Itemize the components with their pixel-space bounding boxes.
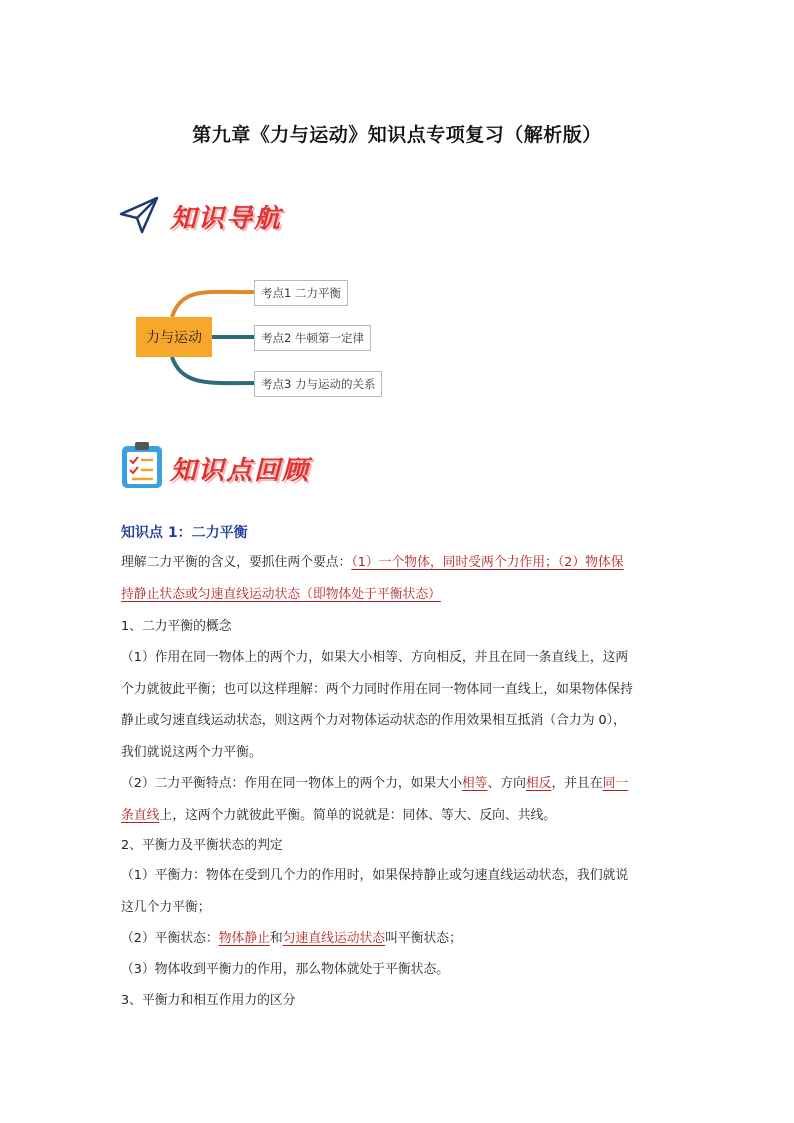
text-run: 上，这两个力就彼此平衡。简单的说就是：同体、等大、反向、共线。	[159, 807, 557, 823]
text-line	[121, 579, 681, 611]
subsection-heading: 1、二力平衡的概念	[121, 619, 232, 634]
section-heading-text: 知识点回顾	[170, 456, 311, 486]
text-run: 和	[269, 931, 283, 946]
text-run: 叫平衡状态；	[385, 931, 462, 946]
text-run: （2）平衡状态：	[121, 931, 219, 946]
balance-result-paragraph: （3）物体收到平衡力的作用，那么物体就处于平衡状态。	[121, 962, 450, 977]
text-line	[121, 800, 681, 832]
mind-map-node-1: 考点1 二力平衡	[254, 280, 348, 306]
text-line: 静止或匀速直线运动状态，则这两个力对物体运动状态的作用效果相互抵消（合力为 0），	[121, 713, 626, 728]
highlight-text: （1）一个物体，同时受两个力作用；（2）物体保	[351, 555, 624, 570]
highlight-text: 物体静止	[218, 931, 270, 946]
highlight-text: 匀速直线运动状态	[282, 931, 386, 946]
paper-plane-icon	[118, 194, 160, 240]
text-line	[121, 547, 681, 579]
text-line	[121, 923, 681, 955]
intro-paragraph	[121, 547, 681, 610]
mind-map-node-2: 考点2 牛顿第一定律	[254, 325, 371, 351]
mind-map-node-3: 考点3 力与运动的关系	[254, 371, 382, 397]
highlight-text: 相等	[461, 776, 488, 791]
text-line: 个力就彼此平衡；也可以这样理解：两个力同时作用在同一物体同一直线上，如果物体保持	[121, 681, 633, 697]
subsection-heading: 2、平衡力及平衡状态的判定	[121, 838, 283, 853]
text-run: （2）二力平衡特点：作用在同一物体上的两个力，如果大小	[121, 776, 462, 791]
section-heading-text: 知识导航	[170, 204, 283, 234]
intro-lead: 理解二力平衡的含义，要抓住两个要点：	[121, 555, 352, 570]
highlight-text: 相反	[525, 776, 552, 791]
balance-force-paragraph	[121, 860, 681, 923]
section-heading-review	[118, 440, 338, 496]
concept-paragraph	[121, 642, 681, 768]
balance-state-paragraph	[121, 923, 681, 955]
text-line: 这几个力平衡；	[121, 899, 211, 915]
subsection-heading: 3、平衡力和相互作用力的区分	[121, 993, 296, 1008]
highlight-text: 条直线	[121, 807, 160, 823]
section-heading-navigation	[118, 190, 318, 246]
highlight-text: 同一	[602, 776, 629, 791]
mind-map-center-node: 力与运动	[136, 317, 212, 357]
clipboard-checklist-icon	[120, 440, 164, 494]
text-line: （1）作用在同一物体上的两个力，如果大小相等、方向相反，并且在同一条直线上，这两	[121, 650, 629, 665]
mind-map	[132, 275, 402, 405]
text-line: （1）平衡力：物体在受到几个力的作用时，如果保持静止或匀速直线运动状态，我们就说	[121, 868, 629, 883]
text-run: 、方向	[487, 776, 526, 791]
highlight-text: 持静止状态或匀速直线运动状态（即物体处于平衡状态）	[121, 586, 441, 602]
text-line	[121, 768, 681, 800]
text-line: 我们就说这两个力平衡。	[121, 744, 262, 760]
text-run: ，并且在	[551, 776, 603, 791]
feature-paragraph	[121, 768, 681, 831]
knowledge-point-title: 知识点 1：二力平衡	[121, 525, 248, 541]
document-title: 第九章《力与运动》知识点专项复习（解析版）	[192, 124, 602, 146]
